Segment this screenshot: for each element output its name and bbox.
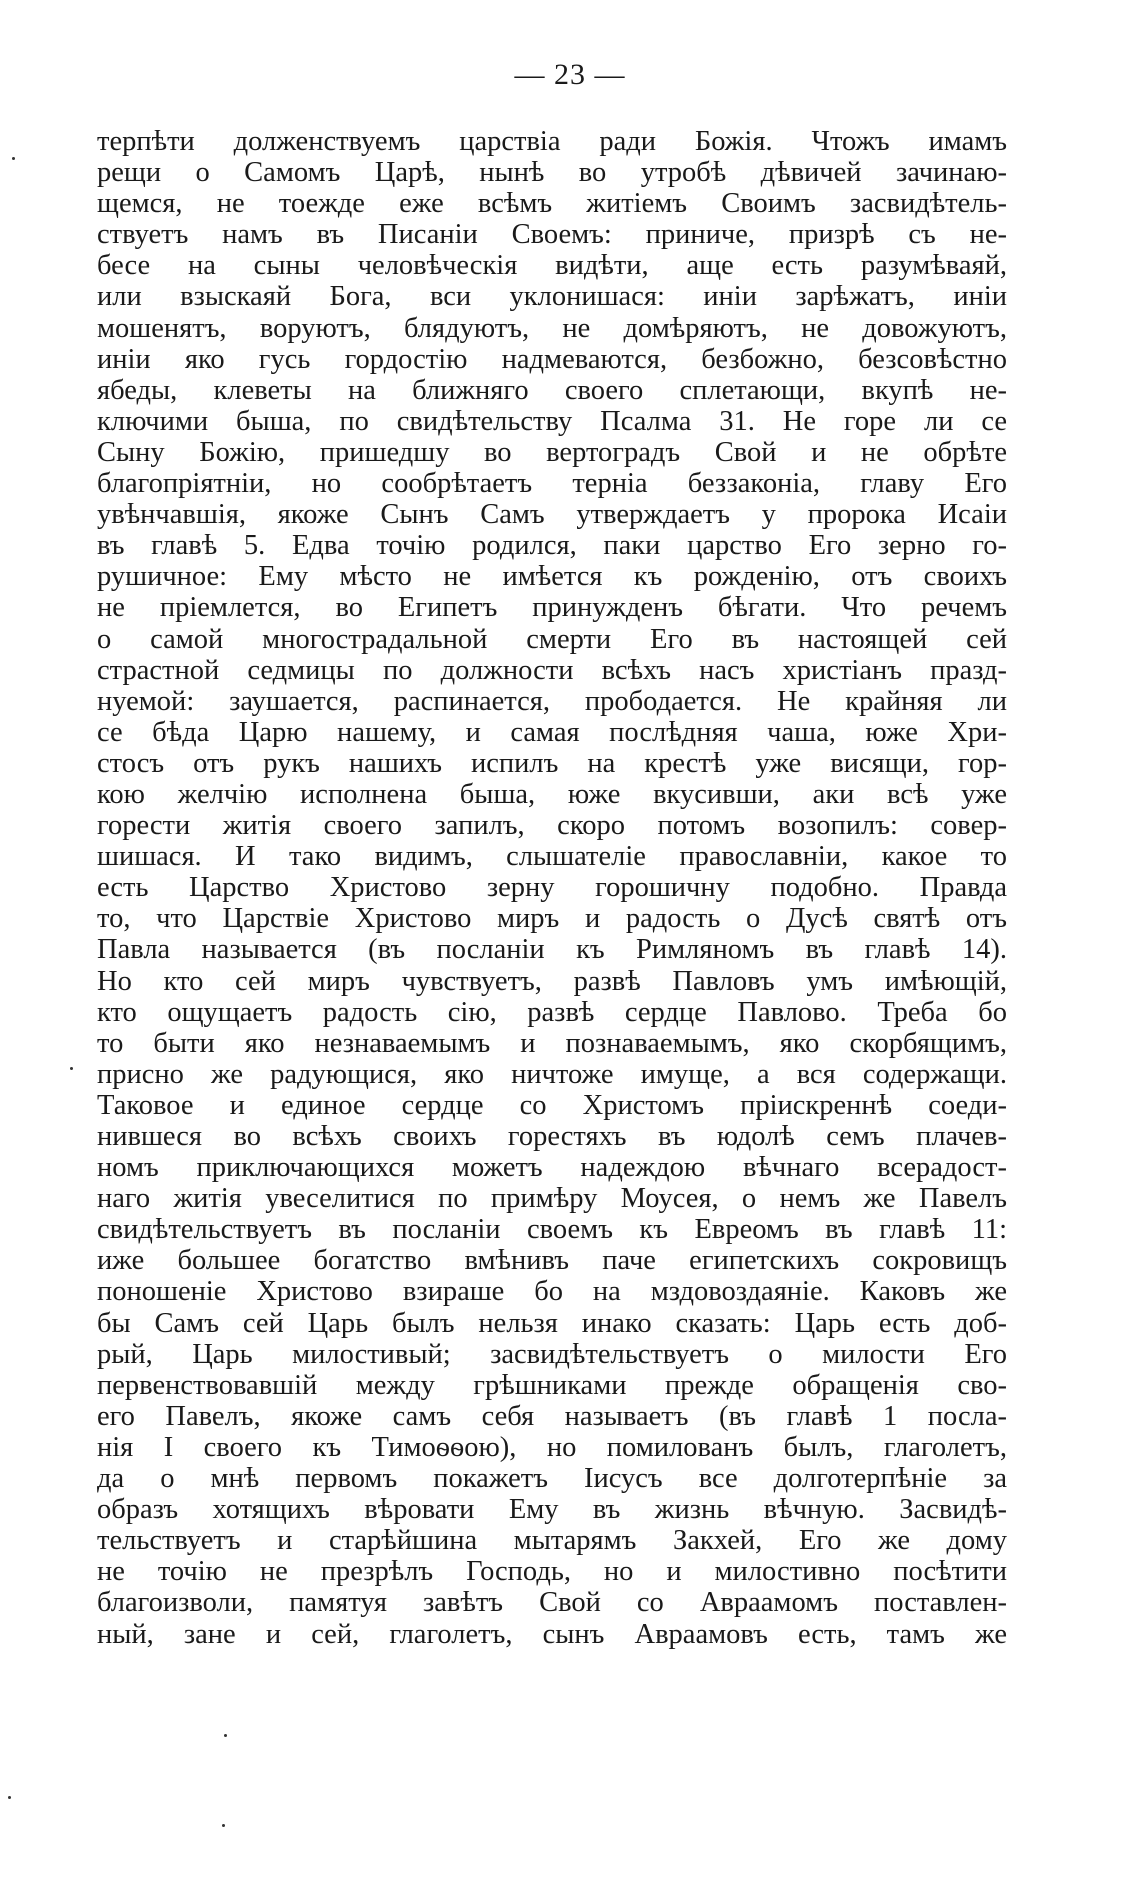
text-line: присно же радующися, яко ничтоже имуще, а вся содержащи. [97,1058,1007,1090]
text-line: бы Самъ сей Царь былъ нельзя инако сказать: Царь есть доб- [97,1307,1007,1339]
scan-speck [8,1796,11,1799]
body-text [97,126,1007,1650]
text-line: ключими быша, по свидѣтельству Псалма 31. Не горе ли се [97,405,1007,437]
text-line: есть Царство Христово зерну горошичну подобно. Правда [97,872,1007,904]
text-line: терпѣти долженствуемъ царствіа ради Божія. Чтожъ имамъ [97,126,1007,157]
text-line: се бѣда Царю нашему, и самая послѣдняя чаша, юже Хри- [97,716,1007,748]
scan-speck [12,157,15,160]
text-line: первенствовавшій между грѣшниками прежде обращенія сво- [97,1369,1007,1401]
text-line: кто ощущаетъ радость сію, развѣ сердце Павлово. Треба бо [97,996,1007,1028]
text-line: иніи яко гусь гордостію надмеваются, безбожно, безсовѣстно [97,343,1007,375]
text-line: кою желчію исполнена быша, юже вкусивши, аки всѣ уже [97,778,1007,810]
text-line: Таковое и единое сердце со Христомъ пріискреннѣ соеди- [97,1089,1007,1121]
text-line: то быти яко незнаваемымъ и познаваемымъ, яко скорбящимъ, [97,1027,1007,1059]
text-line: не точію не презрѣлъ Господь, но и милостивно посѣтити [97,1556,1007,1588]
text-line: ябеды, клеветы на ближняго своего сплетающи, вкупѣ не- [97,374,1007,406]
text-line: благопріятніи, но сообрѣтаетъ терніа беззаконіа, главу Его [97,468,1007,500]
text-line: страстной седмицы по должности всѣхъ насъ христіанъ празд- [97,654,1007,686]
scan-speck [70,1067,73,1070]
text-line: то, что Царствіе Христово миръ и радость о Дусѣ святѣ отъ [97,903,1007,935]
text-line: въ главѣ 5. Едва точію родился, паки царство Его зерно го- [97,530,1007,562]
text-line: рушичное: Ему мѣсто не имѣется къ рожденію, отъ своихъ [97,561,1007,593]
text-line: или взыскаяй Бога, вси уклонишася: иніи зарѣжатъ, иніи [97,281,1007,313]
text-line: да о мнѣ первомъ покажетъ Іисусъ все долготерпѣніе за [97,1463,1007,1495]
text-line: благоизволи, памятуя завѣтъ Свой со Авраамомъ поставлен- [97,1587,1007,1619]
text-line: шишася. И тако видимъ, слышателіе православніи, какое то [97,841,1007,873]
text-line: свидѣтельствуетъ въ посланіи своемъ къ Евреомъ въ главѣ 11: [97,1214,1007,1246]
text-line: иже большее богатство вмѣнивъ паче египетскихъ сокровищъ [97,1245,1007,1277]
text-line: номъ приключающихся можетъ надеждою вѣчнаго всерадост- [97,1152,1007,1184]
text-line: нуемой: заушается, распинается, прободается. Не крайняя ли [97,685,1007,717]
text-line: образъ хотящихъ вѣровати Ему въ жизнь вѣчную. Засвидѣ- [97,1494,1007,1526]
text-line: поношеніе Христово взираше бо на мздовоздаяніе. Каковъ же [97,1276,1007,1308]
text-line: ствуетъ намъ въ Писаніи Своемъ: приниче, призрѣ съ не- [97,219,1007,251]
page-number: — 23 — [514,58,626,91]
text-line: нившеся во всѣхъ своихъ горестяхъ въ юдолѣ семъ плачев- [97,1121,1007,1152]
text-line: Павла называется (въ посланіи къ Римляномъ въ главѣ 14). [97,934,1007,966]
scan-speck [224,1734,227,1737]
text-line: ный, зане и сей, глаголетъ, сынъ Авраамовъ есть, тамъ же [97,1618,1007,1650]
text-line: мошенятъ, воруютъ, блядуютъ, не домѣряютъ, не довожуютъ, [97,312,1007,344]
text-line: щемся, не тоежде еже всѣмъ житіемъ Своимъ засвидѣтель- [97,188,1007,220]
text-line: его Павелъ, якоже самъ себя называетъ (въ главѣ 1 посла- [97,1400,1007,1432]
text-line: нія I своего къ Тимоѳѳою), но помилованъ былъ, глаголетъ, [97,1431,1007,1463]
text-line: рый, Царь милостивый; засвидѣтельствуетъ о милости Его [97,1338,1007,1370]
text-line: стосъ отъ рукъ нашихъ испилъ на крестѣ уже висящи, гор- [97,747,1007,779]
text-line: Но кто сей миръ чувствуетъ, развѣ Павловъ умъ имѣющій, [97,965,1007,997]
text-line: бесе на сыны человѣческія видѣти, аще есть разумѣваяй, [97,250,1007,282]
text-line: тельствуетъ и старѣйшина мытарямъ Закхей, Его же дому [97,1525,1007,1557]
text-line: горести житія своего запилъ, скоро потомъ возопилъ: совер- [97,810,1007,842]
scan-speck [222,1824,225,1827]
text-line: рещи о Самомъ Царѣ, нынѣ во утробѣ дѣвичей зачинаю- [97,157,1007,189]
text-line: не пріемлется, во Египетъ принужденъ бѣгати. Что речемъ [97,592,1007,624]
text-line: наго житія увеселитися по примѣру Моусея, о немъ же Павелъ [97,1183,1007,1215]
text-line: Сыну Божію, пришедшу во вертоградъ Свой и не обрѣте [97,436,1007,468]
text-line: о самой многострадальной смерти Его въ настоящей сей [97,623,1007,655]
text-line: увѣнчавшія, якоже Сынъ Самъ утверждаетъ у пророка Исаіи [97,499,1007,531]
